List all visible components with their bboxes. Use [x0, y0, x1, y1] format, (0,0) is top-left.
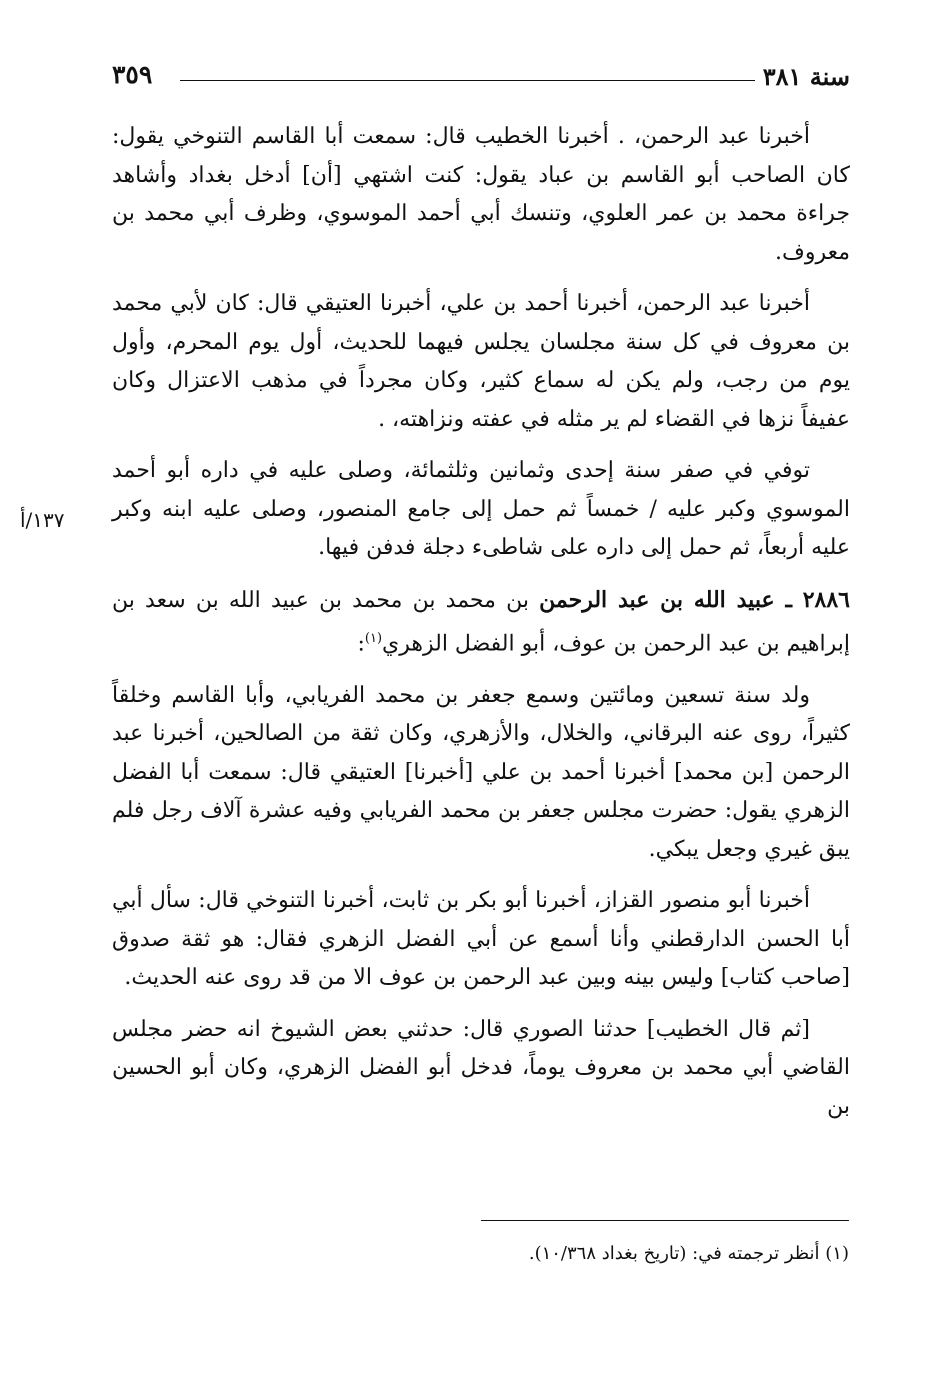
header-rule	[180, 80, 755, 81]
main-text	[112, 118, 850, 1139]
paragraph-4: ولد سنة تسعين ومائتين وسمع جعفر بن محمد الفريابي، وأبا القاسم وخلقاً كثيراً، روى عنه البرقاني، والخلال، والأزهري، وكان ثقة من الصالحين، أخبرنا عبد الرحمن [بن محمد] أخبرنا أحمد بن علي [أخبرنا] العتيقي قال: سمعت أبا الفضل الزهري يقول: حضرت مجلس جعفر بن محمد الفريابي وفيه عشرة آلاف رجل فلم يبق غيري وجعل يبكي.	[112, 682, 850, 862]
entry-heading-paragraph	[112, 581, 850, 664]
footnote: (١) أنظر ترجمته في: (تاريخ بغداد ١٠/٣٦٨).	[528, 1243, 849, 1264]
paragraph-3: توفي في صفر سنة إحدى وثمانين وثلثمائة، وصلى عليه في داره أبو أحمد الموسوي وكبر عليه / خمساً ثم حمل إلى جامع المنصور، وصلى عليه ابنه وكبر عليه أربعاً، ثم حمل إلى داره على شاطىء دجلة فدفن فيها.	[112, 458, 850, 560]
paragraph-5: أخبرنا أبو منصور القزاز، أخبرنا أبو بكر بن ثابت، أخبرنا التنوخي قال: سأل أبي أبا الحسن الدارقطني وأنا أسمع عن أبي الفضل الزهري فقال: هو ثقة صدوق [صاحب كتاب] وليس بينه وبين عبد الرحمن بن عوف الا من قد روى عنه الحديث.	[112, 888, 850, 991]
page-number: ٣٥٩	[112, 60, 153, 89]
entry-heading-rest: بن محمد بن محمد بن عبيد الله بن سعد بن إبراهيم بن عبد الرحمن بن عوف، أبو الفضل الزهري	[112, 587, 850, 657]
paragraph-2: أخبرنا عبد الرحمن، أخبرنا أحمد بن علي، أخبرنا العتيقي قال: كان لأبي محمد بن معروف في كل سنة مجلسان يجلس فيهما للحديث، أول يوم المحرم، وأول يوم من رجب، ولم يكن له سماع كثير، وكان مجرداً في مذهب الاعتزال وكان عفيفاً نزها في القضاء لم ير مثله في عفته ونزاهته، .	[112, 291, 850, 432]
paragraph-1: أخبرنا عبد الرحمن، . أخبرنا الخطيب قال: سمعت أبا القاسم التنوخي يقول: كان الصاحب أبو القاسم بن عباد يقول: كنت اشتهي [أن] أدخل بغداد وأشاهد جراءة محمد بن عمر العلوي، وتنسك أبي أحمد الموسوي، وظرف أبي محمد بن معروف.	[112, 124, 850, 265]
page-header	[112, 56, 850, 96]
footnote-rule	[481, 1220, 849, 1221]
entry-heading-end: :	[357, 631, 365, 657]
paragraph-6: [ثم قال الخطيب] حدثنا الصوري قال: حدثني بعض الشيوخ انه حضر مجلس القاضي أبي محمد بن معروف يوماً، فدخل أبو الفضل الزهري، وكان أبو الحسين بن	[112, 1016, 850, 1119]
running-head-year: سنة ٣٨١	[762, 62, 850, 91]
margin-folio-note: ١٣٧/أ	[20, 508, 65, 532]
entry-heading: ٢٨٨٦ ـ عبيد الله بن عبد الرحمن	[539, 586, 850, 613]
footnote-marker: (١)	[364, 631, 383, 646]
